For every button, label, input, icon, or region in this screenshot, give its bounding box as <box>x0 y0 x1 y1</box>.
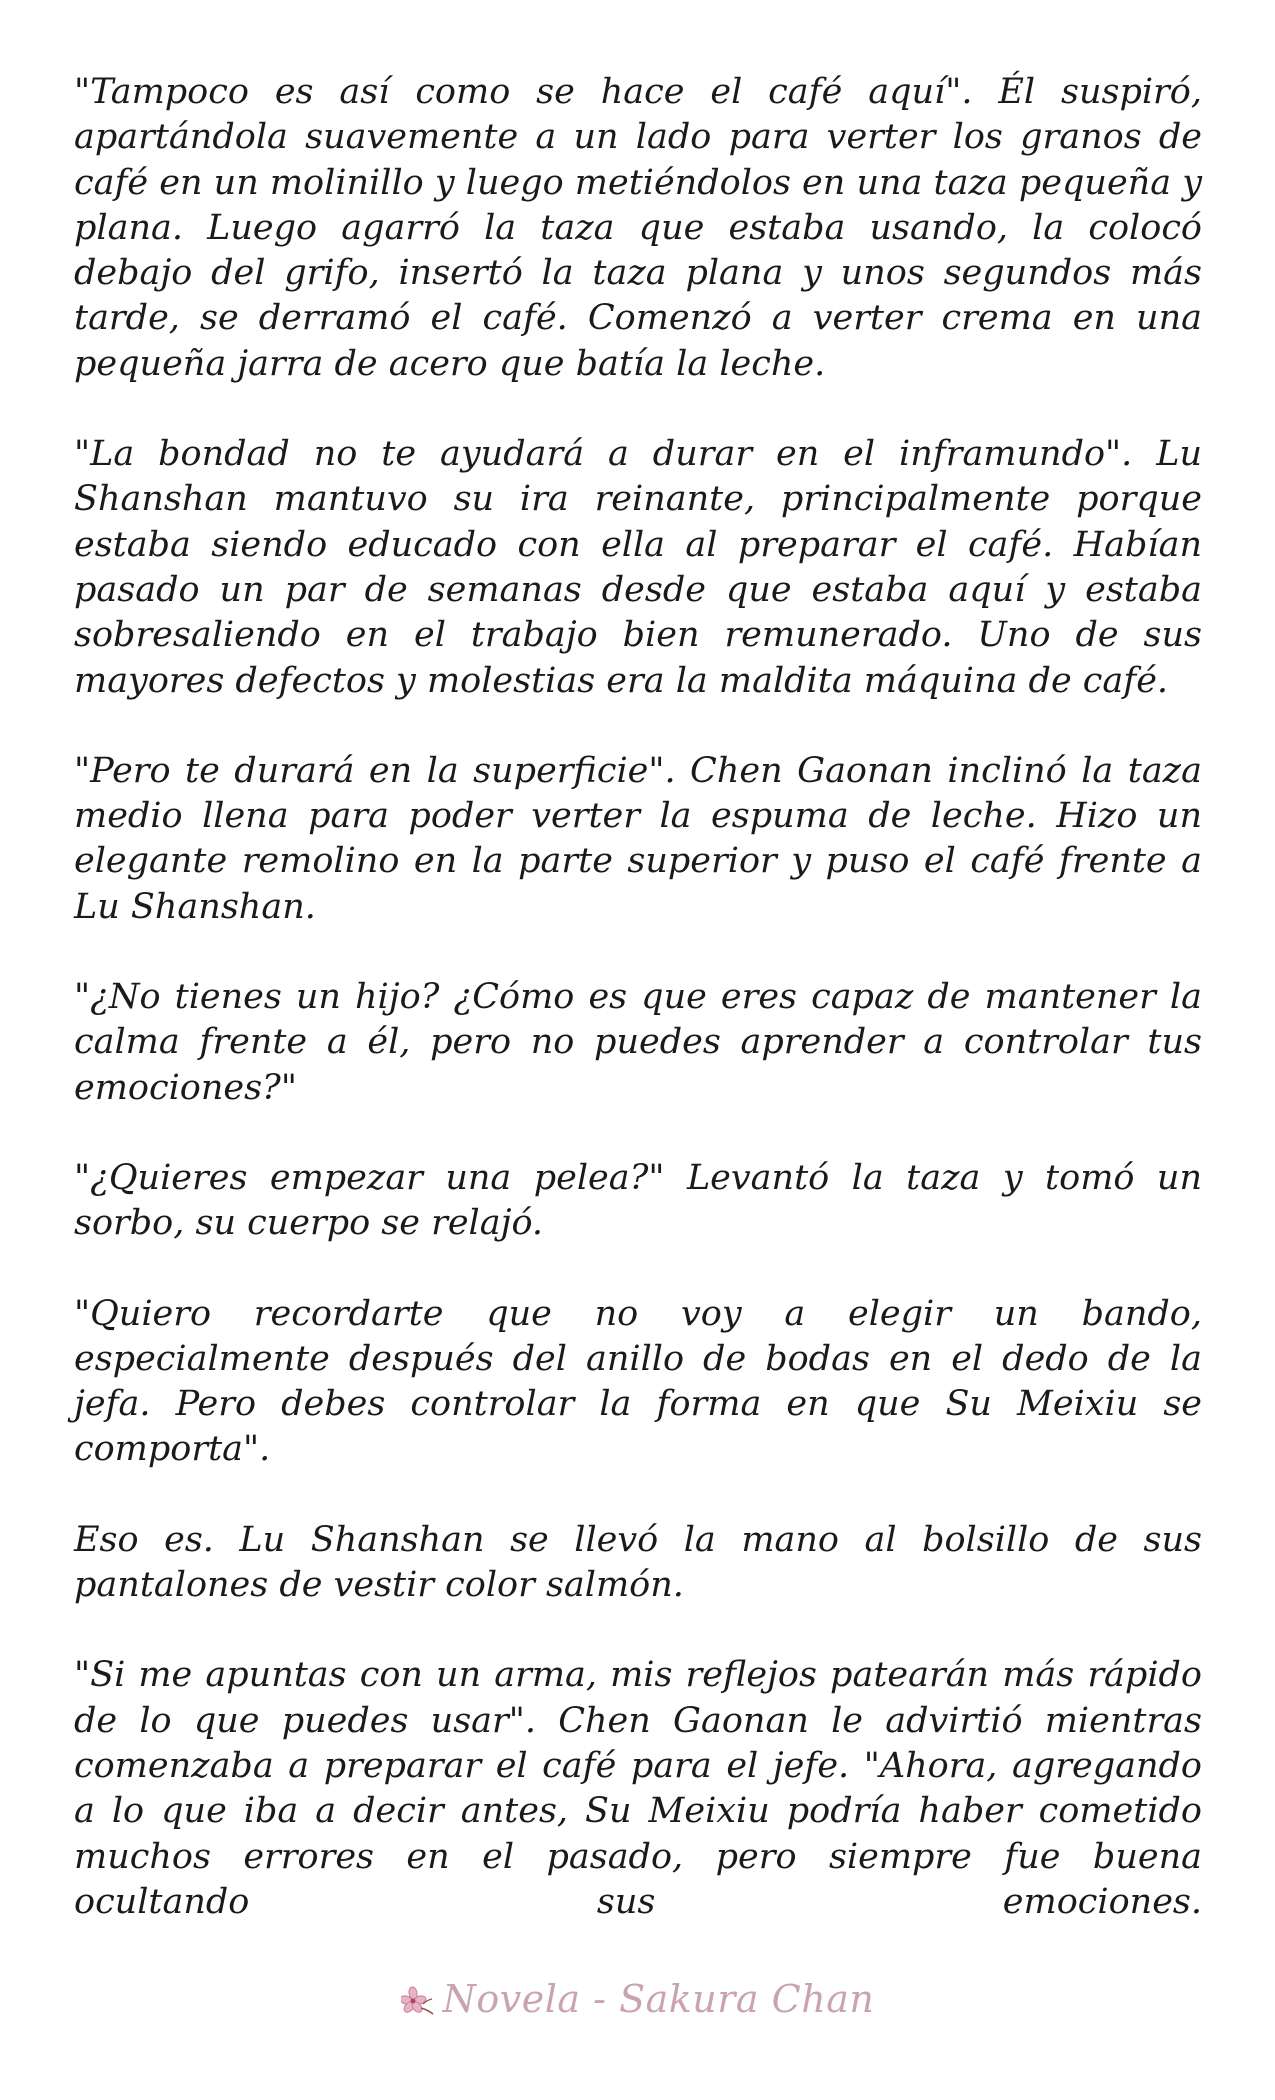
paragraph-3: "Pero te durará en la superficie". Chen Gaonan inclinó la taza medio llena para poder verter la espuma de leche. Hizo un elegante remolino en la parte superior y puso el café frente a Lu Shanshan. <box>74 750 1202 927</box>
document-body <box>74 70 1202 1925</box>
paragraph-8: "Si me apuntas con un arma, mis reflejos patearán más rápido de lo que puedes usar". Chen Gaonan le advirtió mientras comenzaba a preparar el café para el jefe. "Ahora, agregando a lo que iba a decir antes, Su Meixiu podría haber cometido muchos errores en el pasado, pero siempre fue buena ocultando sus emociones. <box>74 1655 1202 1922</box>
paragraph-2: "La bondad no te ayudará a durar en el inframundo". Lu Shanshan mantuvo su ira reinante, principalmente porque estaba siendo educado con ella al preparar el café. Habían pasado un par de semanas desde que estaba aquí y estaba sobresaliendo en el trabajo bien remunerado. Uno de sus mayores defectos y molestias era la maldita máquina de café. <box>74 434 1202 701</box>
paragraph-6: "Quiero recordarte que no voy a elegir un bando, especialmente después del anillo de bodas en el dedo de la jefa. Pero debes controlar la forma en que Su Meixiu se comporta". <box>74 1293 1202 1470</box>
watermark-text: Novela - Sakura Chan <box>442 1977 875 2021</box>
watermark <box>0 1977 1275 2021</box>
sakura-flower-icon <box>401 1981 435 2011</box>
paragraph-7: Eso es. Lu Shanshan se llevó la mano al bolsillo de sus pantalones de vestir color salmón. <box>74 1519 1202 1606</box>
paragraph-1: "Tampoco es así como se hace el café aquí". Él suspiró, apartándola suavemente a un lado para verter los granos de café en un molinillo y luego metiéndolos en una taza pequeña y plana. Luego agarró la taza que estaba usando, la colocó debajo del grifo, insertó la taza plana y unos segundos más tarde, se derramó el café. Comenzó a verter crema en una pequeña jarra de acero que batía la leche. <box>74 72 1202 384</box>
paragraph-4: "¿No tienes un hijo? ¿Cómo es que eres capaz de mantener la calma frente a él, pero no puedes aprender a controlar tus emociones?" <box>74 977 1202 1108</box>
paragraph-5: "¿Quieres empezar una pelea?" Levantó la taza y tomó un sorbo, su cuerpo se relajó. <box>74 1157 1202 1244</box>
